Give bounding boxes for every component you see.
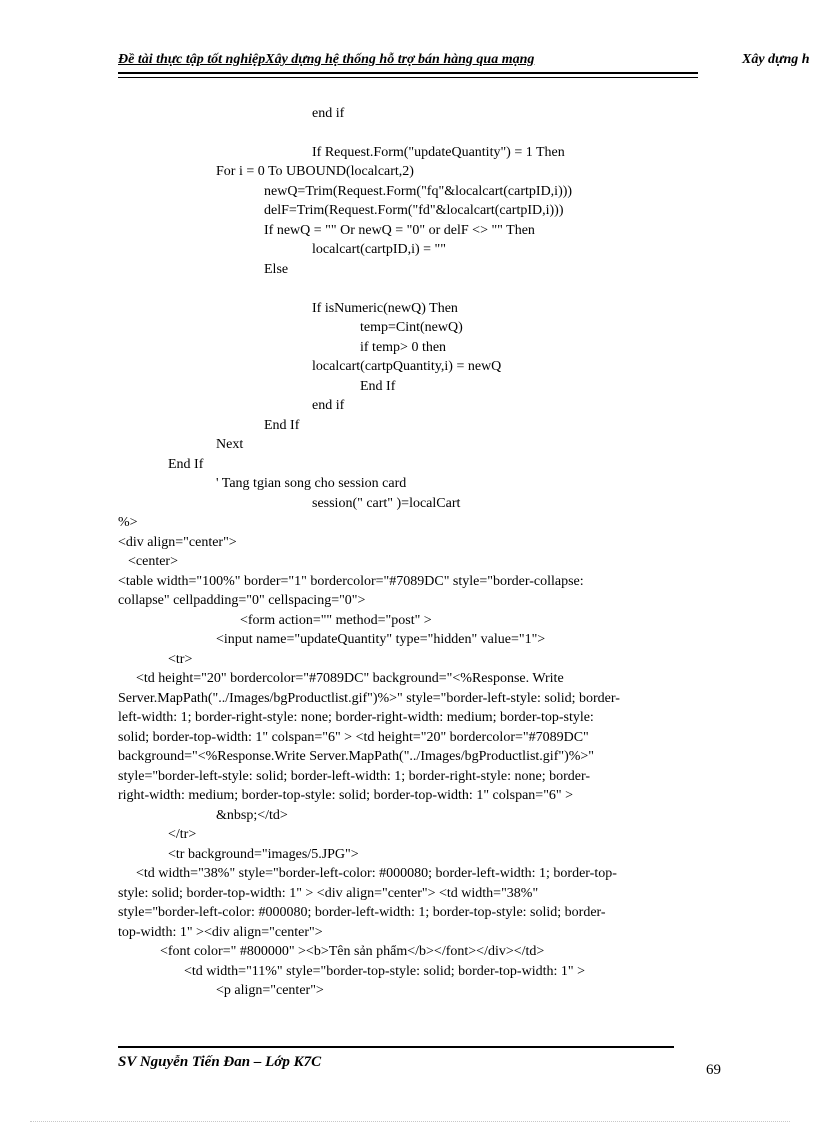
code-line: temp=Cint(newQ) [360,320,463,335]
code-line: <input name="updateQuantity" type="hidden" value="1"> [216,632,546,647]
code-line: If isNumeric(newQ) Then [312,301,458,316]
code-line: style="border-left-style: solid; border-left-width: 1; border-right-style: none; border- [118,769,591,784]
code-line: <td width="38%" style="border-left-color: #000080; border-left-width: 1; border-top- [136,866,617,881]
code-line: End If [360,379,396,394]
code-line: style="border-left-color: #000080; border-left-width: 1; border-top-style: solid; border- [118,905,606,920]
code-line: delF=Trim(Request.Form("fd"&localcart(cartpID,i))) [264,203,564,218]
code-line: session(" cart" )=localCart [312,496,461,511]
code-line: background="<%Response.Write Server.MapPath("../Images/bgProductlist.gif")%>" [118,749,594,764]
code-line: end if [312,106,345,121]
header-title-right: Xây dựng h [742,52,810,67]
code-line: collapse" cellpadding="0" cellspacing="0"> [118,593,366,608]
code-line: <td width="11%" style="border-top-style: solid; border-top-width: 1" > [184,964,585,979]
footer-author: SV Nguyễn Tiến Đan – Lớp K7C [118,1054,322,1070]
code-line: &nbsp;</td> [216,808,288,823]
code-line: style: solid; border-top-width: 1" > <div align="center"> <td width="38%" [118,886,539,901]
page-bottom-edge [30,1121,790,1122]
code-line: <font color=" #800000" ><b>Tên sản phẩm</b></font></div></td> [160,944,545,959]
code-line: If Request.Form("updateQuantity") = 1 Then [312,145,565,160]
code-line: <tr background="images/5.JPG"> [168,847,359,862]
code-line: <form action="" method="post" > [240,613,432,628]
code-line: ' Tang tgian song cho session card [216,476,407,491]
footer-rule [118,1046,674,1048]
code-line: top-width: 1" ><div align="center"> [118,925,323,940]
code-line: localcart(cartpQuantity,i) = newQ [312,359,502,374]
code-line: if temp> 0 then [360,340,447,355]
code-line: Server.MapPath("../Images/bgProductlist.gif")%>" style="border-left-style: solid; border- [118,691,620,706]
code-line: If newQ = "" Or newQ = "0" or delF <> "" Then [264,223,535,238]
code-line: end if [312,398,345,413]
code-line: End If [264,418,300,433]
code-line: <table width="100%" border="1" bordercolor="#7089DC" style="border-collapse: [118,574,584,589]
page-header [118,52,816,74]
code-line: <td height="20" bordercolor="#7089DC" background="<%Response. Write [136,671,564,686]
code-line: Next [216,437,244,452]
header-rule-thin [118,77,698,78]
code-line: End If [168,457,204,472]
header-title: Đề tài thực tập tốt nghiệpXây dựng hệ thống hỗ trợ bán hàng qua mạng [118,52,535,67]
code-line: <tr> [168,652,193,667]
code-line: %> [118,515,138,530]
code-line: left-width: 1; border-right-style: none; border-right-width: medium; border-top-style: [118,710,594,725]
code-line: right-width: medium; border-top-style: solid; border-top-width: 1" colspan="6" > [118,788,574,803]
page-number: 69 [706,1062,721,1078]
code-line: newQ=Trim(Request.Form("fq"&localcart(cartpID,i))) [264,184,573,199]
code-line: localcart(cartpID,i) = "" [312,242,446,257]
code-line: </tr> [168,827,197,842]
code-line: <p align="center"> [216,983,324,998]
code-line: <div align="center"> [118,535,237,550]
code-line: solid; border-top-width: 1" colspan="6" > <td height="20" bordercolor="#7089DC" [118,730,589,745]
code-line: For i = 0 To UBOUND(localcart,2) [216,164,414,179]
code-line: <center> [128,554,178,569]
header-rule-thick [118,72,698,74]
code-line: Else [264,262,289,277]
